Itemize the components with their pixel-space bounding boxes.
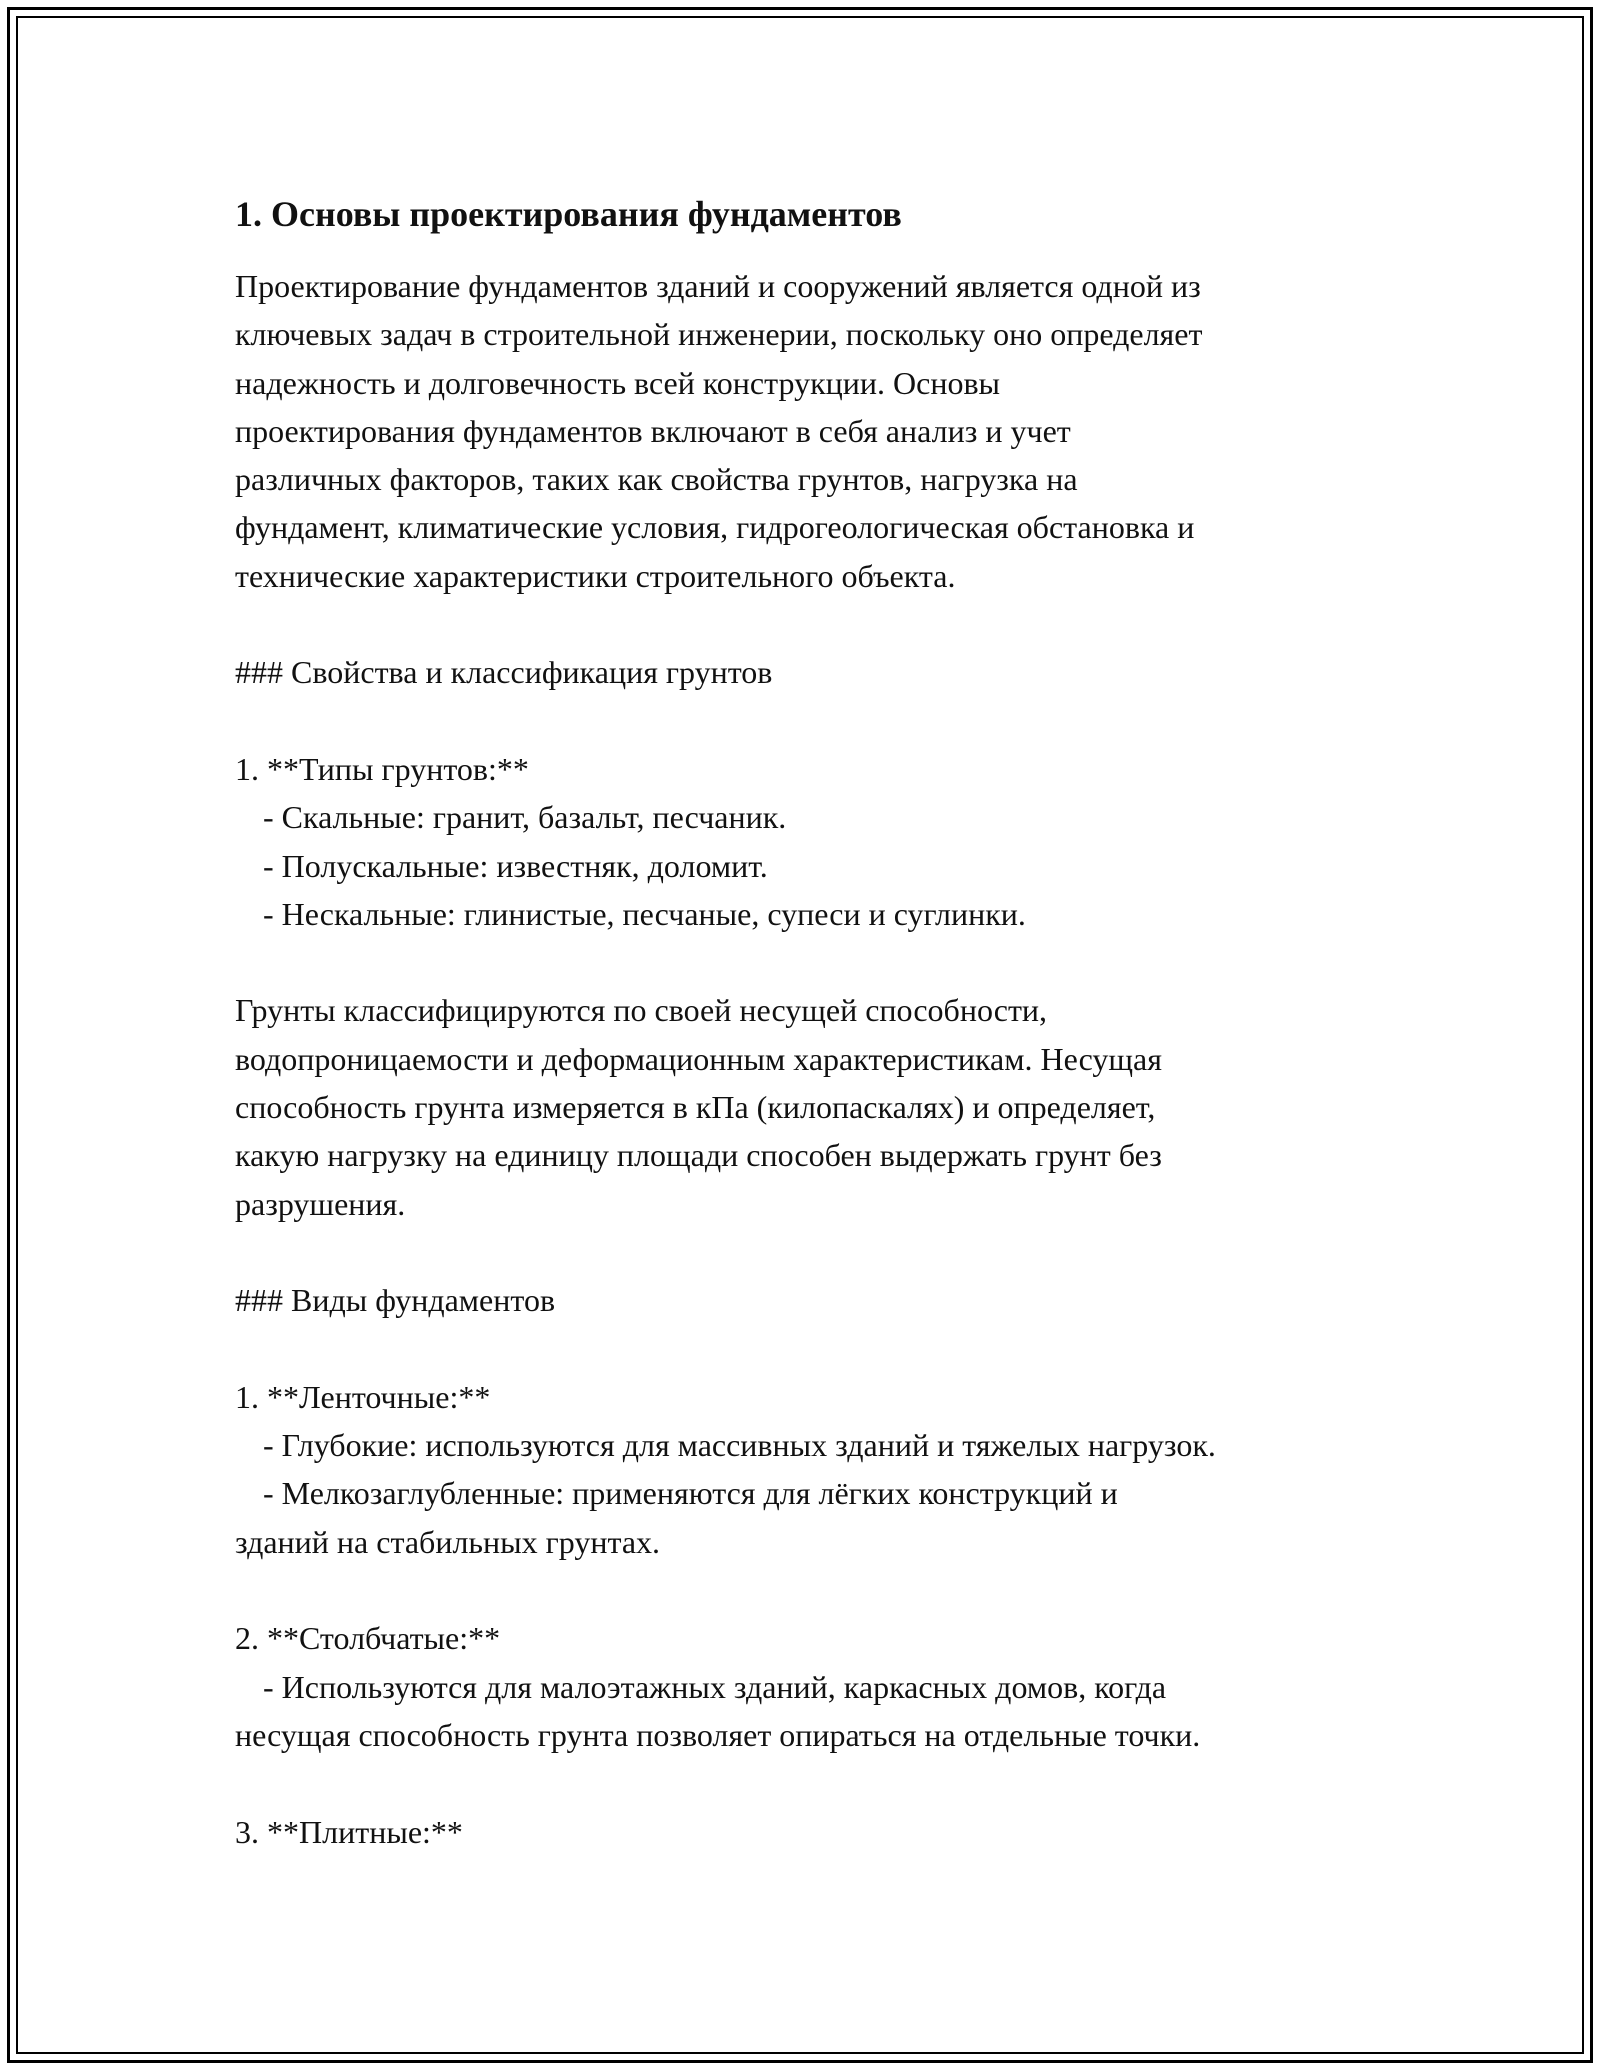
slab-foundation-list: [235, 1808, 1395, 1856]
foundations-heading: ### Виды фундаментов: [235, 1282, 556, 1319]
column-foundation-list: [235, 1614, 1395, 1759]
document-title: 1. Основы проектирования фундаментов: [235, 194, 902, 234]
soils-paragraph-line: способность грунта измеряется в кПа (килопаскалях) и определяет,: [235, 1089, 1156, 1126]
soils-paragraph: [235, 986, 1395, 1227]
strip-foundation-item: - Мелкозаглубленные: применяются для лёгких конструкций и: [263, 1475, 1118, 1512]
soils-paragraph-line: водопроницаемости и деформационным характеристикам. Несущая: [235, 1040, 1162, 1077]
spacer: [235, 1759, 1395, 1807]
strip-foundation-item-continuation: зданий на стабильных грунтах.: [235, 1523, 661, 1560]
spacer: [235, 1566, 1395, 1614]
intro-paragraph: [235, 262, 1395, 600]
slab-foundation-title: 3. **Плитные:**: [235, 1813, 463, 1850]
soil-types-title: 1. **Типы грунтов:**: [235, 750, 529, 787]
soils-paragraph-line: Грунты классифицируются по своей несущей способности,: [235, 992, 1048, 1029]
intro-line: Проектирование фундаментов зданий и сооружений является одной из: [235, 268, 1201, 304]
soil-type-item: - Нескальные: глинистые, песчаные, супеси и суглинки.: [263, 895, 1026, 932]
soil-type-item: - Скальные: гранит, базальт, песчаник.: [263, 799, 787, 836]
soils-paragraph-line: разрушения.: [235, 1185, 406, 1222]
spacer: [235, 600, 1395, 648]
document-body: [235, 189, 1395, 1856]
column-foundation-title: 2. **Столбчатые:**: [235, 1620, 501, 1657]
soil-types-list: [235, 745, 1395, 938]
strip-foundation-item: - Глубокие: используются для массивных зданий и тяжелых нагрузок.: [263, 1427, 1216, 1464]
soil-type-item: - Полускальные: известняк, доломит.: [263, 847, 768, 884]
intro-line: ключевых задач в строительной инженерии, поскольку оно определяет: [235, 316, 1203, 353]
intro-line: надежность и долговечность всей конструкции. Основы: [235, 364, 1001, 401]
spacer: [235, 938, 1395, 986]
spacer: [235, 697, 1395, 745]
intro-line: проектирования фундаментов включают в себя анализ и учет: [235, 412, 1071, 449]
strip-foundation-title: 1. **Ленточные:**: [235, 1378, 491, 1415]
soils-heading: ### Свойства и классификация грунтов: [235, 654, 773, 691]
intro-line: технические характеристики строительного объекта.: [235, 557, 956, 594]
intro-line: фундамент, климатические условия, гидрогеологическая обстановка и: [235, 509, 1195, 546]
spacer: [235, 1228, 1395, 1276]
column-foundation-item-continuation: несущая способность грунта позволяет опираться на отдельные точки.: [235, 1716, 1201, 1753]
spacer: [235, 1325, 1395, 1373]
intro-line: различных факторов, таких как свойства грунтов, нагрузка на: [235, 461, 1078, 498]
column-foundation-item: - Используются для малоэтажных зданий, каркасных домов, когда: [263, 1668, 1167, 1705]
strip-foundation-list: [235, 1373, 1395, 1566]
soils-paragraph-line: какую нагрузку на единицу площади способен выдержать грунт без: [235, 1137, 1162, 1174]
